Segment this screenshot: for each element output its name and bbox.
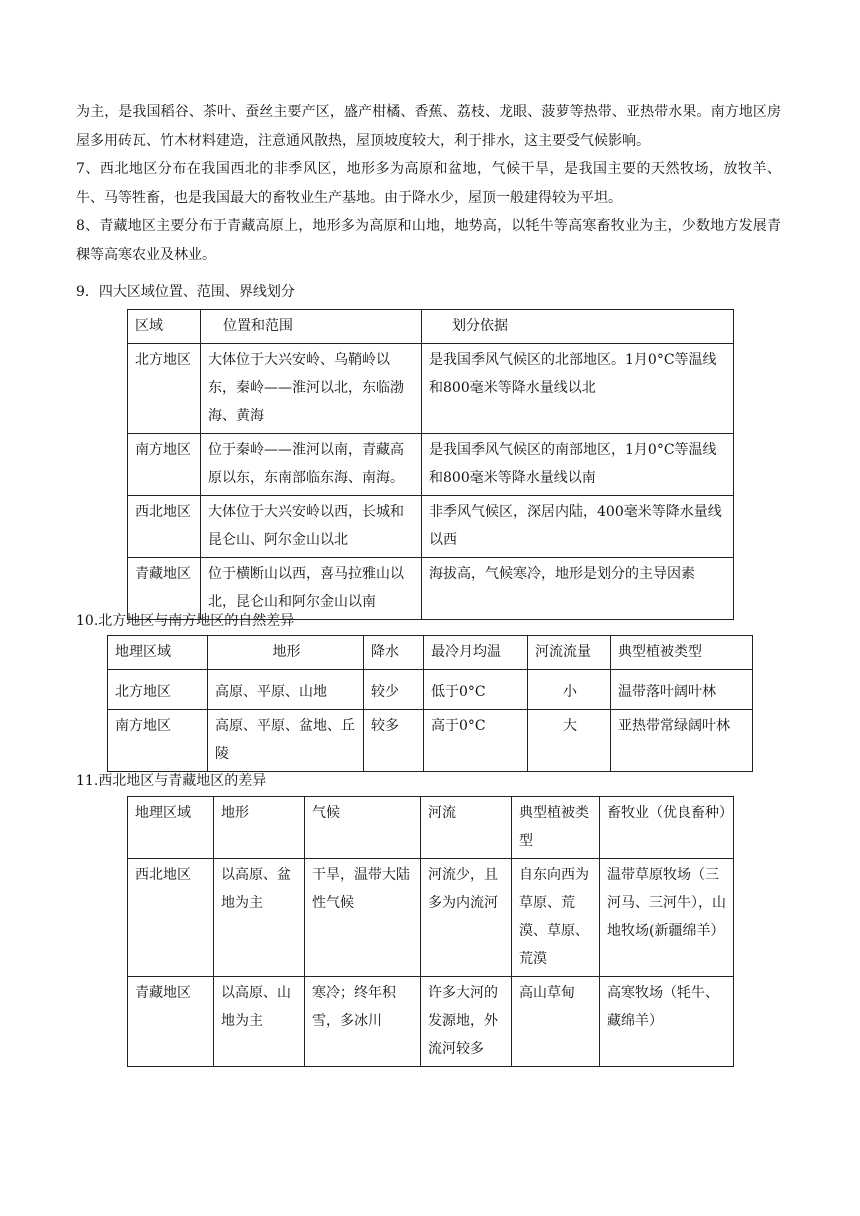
table-cell: 低于0°C [424, 670, 528, 710]
table-cell: 海拔高，气候寒冷，地形是划分的主导因素 [422, 558, 734, 620]
table-cell: 许多大河的发源地，外流河较多 [421, 977, 512, 1067]
table-row [128, 977, 734, 1067]
table-cell: 北方地区 [108, 670, 208, 710]
table-cell: 以高原、山地为主 [214, 977, 305, 1067]
table-header-cell: 区域 [128, 310, 201, 344]
table-header-cell: 划分依据 [422, 310, 734, 344]
table-cell: 高山草甸 [512, 977, 600, 1067]
table-cell: 亚热带常绿阔叶林 [611, 710, 753, 772]
table-header-cell: 典型植被类型 [512, 797, 600, 859]
table-header-row [108, 636, 753, 670]
table-cell: 小 [528, 670, 611, 710]
paragraph-southern-region: 为主，是我国稻谷、茶叶、蚕丝主要产区，盛产柑橘、香蕉、荔枝、龙眼、菠萝等热带、亚热带水果。南方地区房屋多用砖瓦、竹木材料建造，注意通风散热，屋顶坡度较大，利于排水，这主要受气候影响。 [76, 104, 781, 149]
table-header-row [128, 797, 734, 859]
table-cell: 较多 [364, 710, 424, 772]
table-row [128, 344, 734, 434]
table-cell: 是我国季风气候区的南部地区，1月0°C等温线和800毫米等降水量线以南 [422, 434, 734, 496]
table-cell: 位于秦岭——淮河以南，青藏高原以东，东南部临东海、南海。 [201, 434, 422, 496]
table-header-cell: 河流流量 [528, 636, 611, 670]
table-row [128, 496, 734, 558]
table-cell: 高原、平原、盆地、丘陵 [208, 710, 364, 772]
table-row [128, 859, 734, 977]
table-cell: 非季风气候区，深居内陆，400毫米等降水量线以西 [422, 496, 734, 558]
table-header-cell: 降水 [364, 636, 424, 670]
paragraph-northwest-region: 7、西北地区分布在我国西北的非季风区，地形多为高原和盆地，气候干旱，是我国主要的天然牧场，放牧羊、牛、马等牲畜，也是我国最大的畜牧业生产基地。由于降水少，屋顶一般建得较为平坦。 [76, 161, 781, 206]
table-cell: 高于0°C [424, 710, 528, 772]
paragraph-qinghai-tibet-region: 8、青藏地区主要分布于青藏高原上，地形多为高原和山地，地势高，以牦牛等高寒畜牧业为主，少数地方发展青稞等高寒农业及林业。 [76, 218, 781, 263]
table-header-cell: 畜牧业（优良畜种） [600, 797, 734, 859]
table-header-cell: 最冷月均温 [424, 636, 528, 670]
four-regions-table [127, 309, 734, 620]
table-cell: 自东向西为草原、荒漠、草原、荒漠 [512, 859, 600, 977]
table-cell: 温带草原牧场（三河马、三河牛），山地牧场(新疆绵羊） [600, 859, 734, 977]
northwest-tibet-comparison-table [127, 796, 734, 1067]
table-row [128, 434, 734, 496]
table-header-cell: 地形 [208, 636, 364, 670]
table-cell: 温带落叶阔叶林 [611, 670, 753, 710]
table-cell: 北方地区 [128, 344, 201, 434]
table-header-cell: 位置和范围 [201, 310, 422, 344]
table-cell: 河流少，且多为内流河 [421, 859, 512, 977]
table-cell: 以高原、盆地为主 [214, 859, 305, 977]
table-header-row [128, 310, 734, 344]
table-row [108, 670, 753, 710]
table-header-cell: 地理区域 [108, 636, 208, 670]
table-cell: 位于横断山以西，喜马拉雅山以北，昆仑山和阿尔金山以南 [201, 558, 422, 620]
table-header-cell: 典型植被类型 [611, 636, 753, 670]
table-cell: 较少 [364, 670, 424, 710]
table-cell: 干旱，温带大陆性气候 [305, 859, 421, 977]
table-cell: 西北地区 [128, 496, 201, 558]
table-cell: 是我国季风气候区的北部地区。1月0°C等温线和800毫米等降水量线以北 [422, 344, 734, 434]
table-cell: 南方地区 [108, 710, 208, 772]
table-cell: 青藏地区 [128, 558, 201, 620]
table-header-cell: 河流 [421, 797, 512, 859]
table-cell: 高原、平原、山地 [208, 670, 364, 710]
section-9-heading: 9．四大区域位置、范围、界线划分 [76, 284, 295, 300]
table-header-cell: 地形 [214, 797, 305, 859]
section-10-heading: 10.北方地区与南方地区的自然差异 [76, 613, 295, 629]
table-cell: 大体位于大兴安岭以西，长城和昆仑山、阿尔金山以北 [201, 496, 422, 558]
table-header-cell: 气候 [305, 797, 421, 859]
north-south-comparison-table [107, 635, 753, 772]
table-cell: 高寒牧场（牦牛、藏绵羊） [600, 977, 734, 1067]
section-11-heading: 11.西北地区与青藏地区的差异 [76, 773, 267, 789]
table-cell: 西北地区 [128, 859, 214, 977]
table-cell: 大 [528, 710, 611, 772]
table-cell: 大体位于大兴安岭、乌鞘岭以东，秦岭——淮河以北，东临渤海、黄海 [201, 344, 422, 434]
table-header-cell: 地理区域 [128, 797, 214, 859]
table-cell: 南方地区 [128, 434, 201, 496]
table-cell: 寒冷；终年积雪，多冰川 [305, 977, 421, 1067]
table-row [108, 710, 753, 772]
table-cell: 青藏地区 [128, 977, 214, 1067]
